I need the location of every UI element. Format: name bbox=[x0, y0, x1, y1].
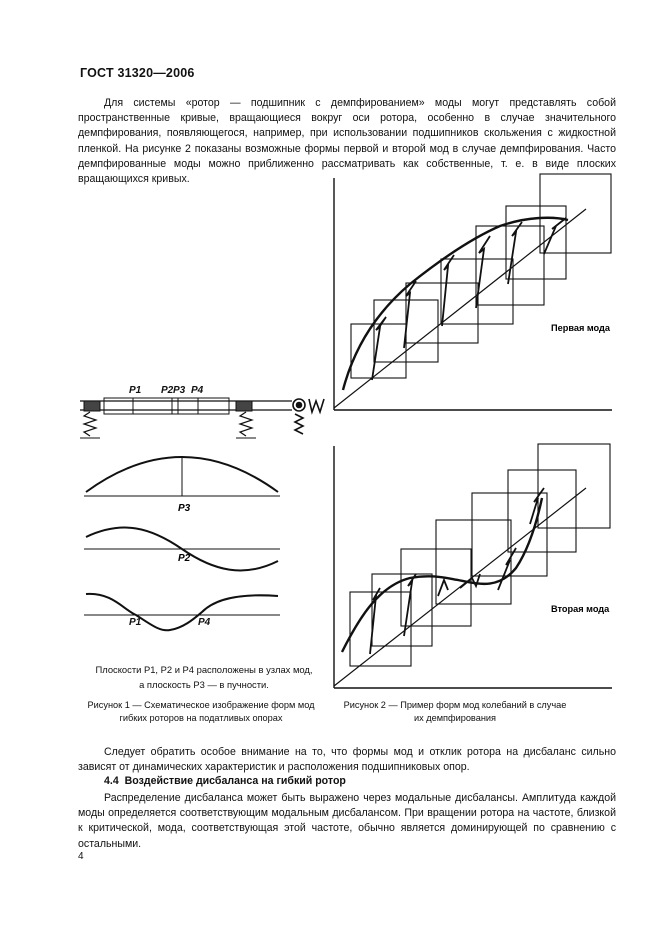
first-mode-label: Первая мода bbox=[551, 323, 610, 333]
figure2-caption-line1: Рисунок 2 — Пример форм мод колебаний в случае bbox=[343, 700, 567, 710]
figure2-caption bbox=[330, 699, 580, 725]
mode2-label-p2: P2 bbox=[178, 553, 191, 564]
plane-label-p2: P2 bbox=[161, 385, 174, 396]
rotor-schematic bbox=[80, 398, 292, 438]
bearing-symbol-icon bbox=[293, 399, 324, 434]
section-title: Воздействие дисбаланса на гибкий ротор bbox=[124, 775, 346, 787]
figure1-note-line1: Плоскости P1, P2 и P4 расположены в узлах мод, bbox=[95, 664, 313, 675]
figure2-caption-line2: их демпфирования bbox=[413, 713, 497, 723]
second-mode-plot bbox=[334, 444, 612, 688]
section-paragraph-text: Распределение дисбаланса может быть выражено через модальные дисбалансы. Амплитуда каждой моды определяется соответствующим модальным дисбалансом. При вращении ротора на частоте, близкой к критической, мода, соответствующая этой частоте, обычно является доминирующей по сравнению с остальными. bbox=[78, 792, 616, 850]
section-heading bbox=[104, 775, 346, 787]
mode-shape-1 bbox=[84, 457, 280, 496]
intro-paragraph-text: Для системы «ротор — подшипник с демпфированием» моды могут представлять собой пространственные кривые, вращающиеся вокруг оси ротора, особенно в случае значительного демпфирования, появляющегося, например, при использовании подшипников скольжения с жидкостной пленкой. На рисунке 2 показаны возможные формы первой и второй мод в случае демпфирования. Часто демпфированные моды можно приближенно рассматривать как собственные, т. е. в виде плоских вращающихся кривых. bbox=[78, 97, 616, 186]
second-mode-label: Вторая мода bbox=[551, 604, 610, 614]
first-mode-plot bbox=[334, 174, 612, 410]
plane-label-p4: P4 bbox=[191, 385, 204, 396]
after-figures-paragraph bbox=[78, 745, 616, 775]
figure1-caption bbox=[72, 699, 330, 725]
mode3-label-p4: P4 bbox=[198, 617, 211, 628]
section-number: 4.4 bbox=[104, 775, 119, 787]
mode1-label-p3: P3 bbox=[178, 503, 191, 514]
section-paragraph bbox=[78, 791, 616, 852]
figure1-note-line2: а плоскость P3 — в пучности. bbox=[139, 679, 269, 690]
plane-label-p1: P1 bbox=[129, 385, 142, 396]
mode-shape-3 bbox=[84, 594, 280, 630]
figure1-caption-line1: Рисунок 1 — Схематическое изображение форм мод bbox=[87, 700, 315, 710]
figure1-caption-line2: гибких роторов на податливых опорах bbox=[119, 713, 283, 723]
standard-header: ГОСТ 31320—2006 bbox=[80, 66, 195, 80]
page-number: 4 bbox=[78, 851, 84, 862]
mode-shape-2 bbox=[84, 528, 280, 571]
plane-label-p3: P3 bbox=[173, 385, 186, 396]
figure1-note bbox=[80, 662, 328, 692]
mode3-label-p1: P1 bbox=[129, 617, 142, 628]
after-figures-text: Следует обратить особое внимание на то, что формы мод и отклик ротора на дисбаланс сильно зависят от динамических характеристик и расположения подшипниковых опор. bbox=[78, 746, 616, 774]
